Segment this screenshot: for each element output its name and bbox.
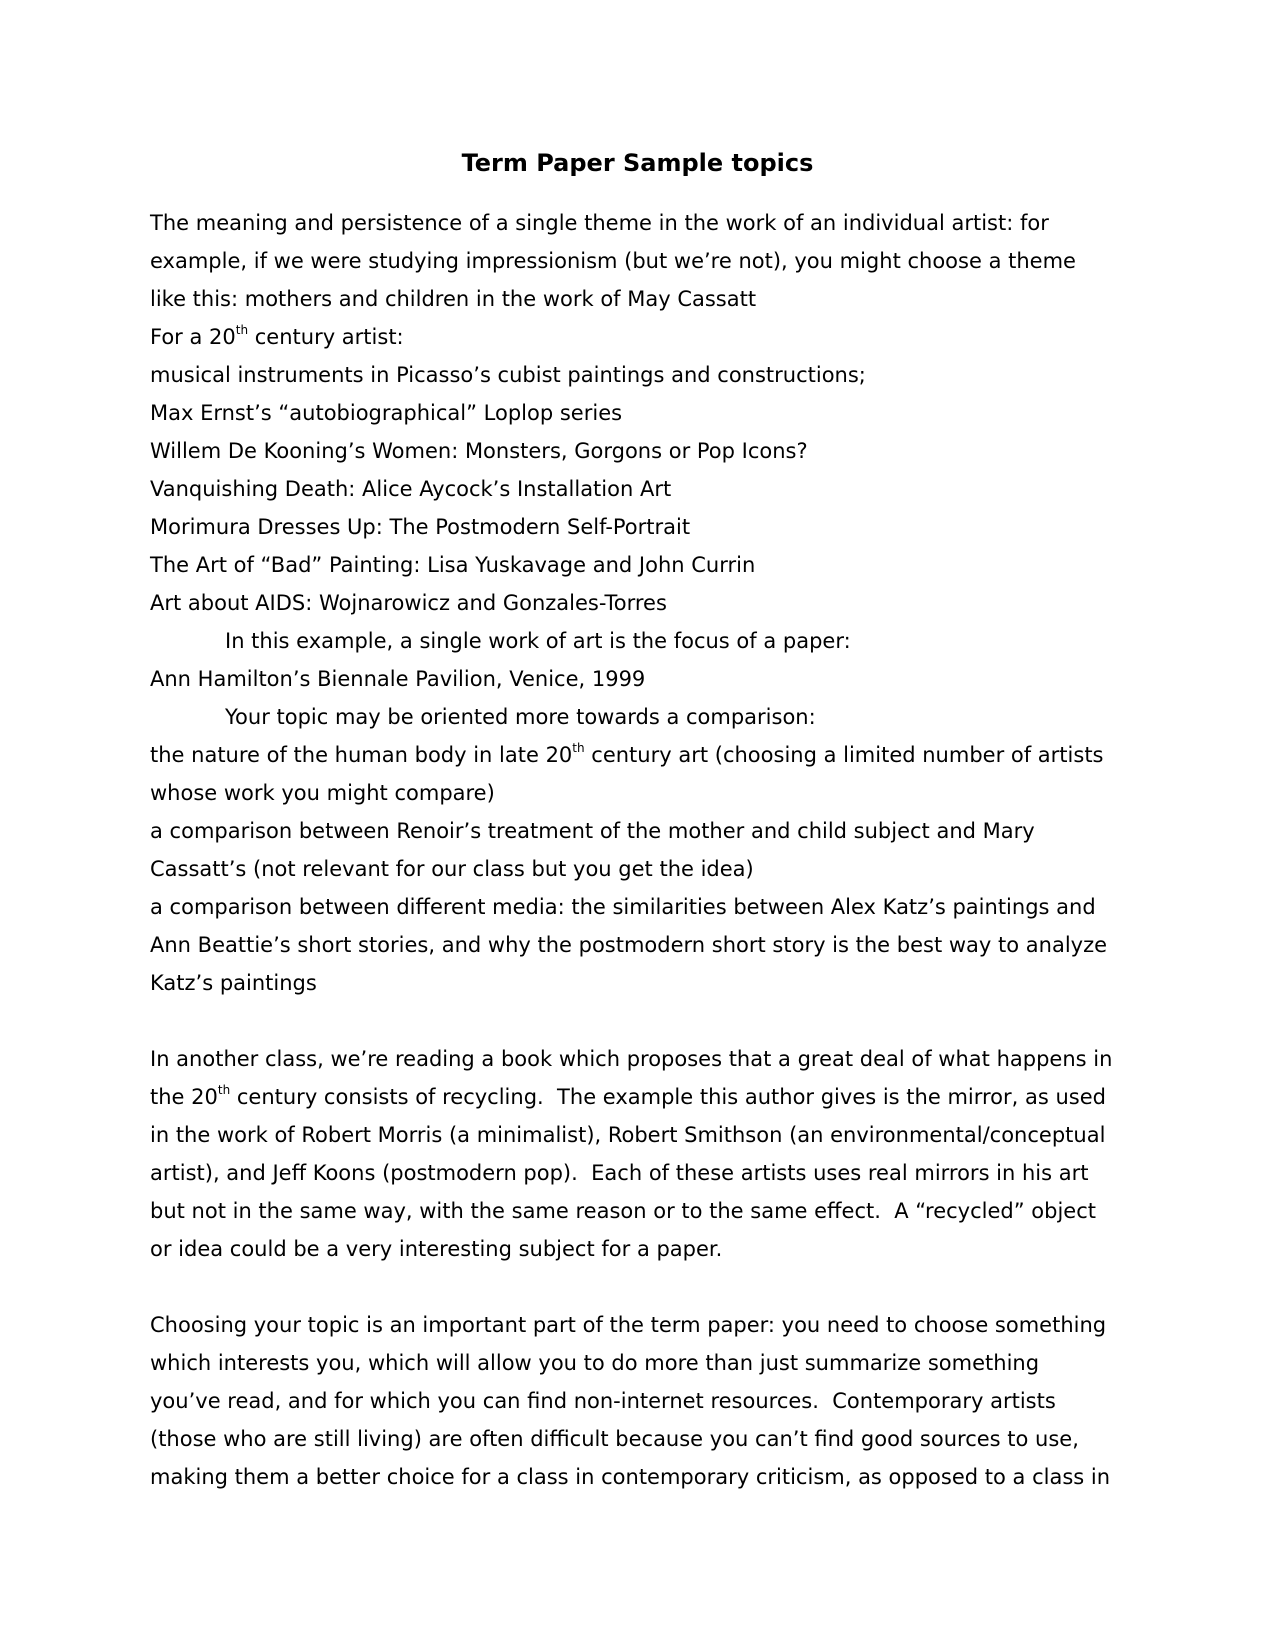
intro-line: example, if we were studying impressionism (but we’re not), you might choose a theme xyxy=(150,249,1076,273)
single-work-example: Ann Hamilton’s Biennale Pavilion, Venice, 1999 xyxy=(150,667,646,691)
comparison-intro: Your topic may be oriented more towards a comparison: xyxy=(225,705,816,729)
choosing-line: Choosing your topic is an important part of the term paper: you need to choose something xyxy=(150,1313,1107,1337)
topic-item: Morimura Dresses Up: The Postmodern Self-Portrait xyxy=(150,515,691,539)
century-heading-post: century artist: xyxy=(248,325,404,349)
choosing-line: which interests you, which will allow you to do more than just summarize something xyxy=(150,1351,1040,1375)
comparison-media-line: a comparison between different media: the similarities between Alex Katz’s paintings and xyxy=(150,895,1096,919)
paragraph-spacer xyxy=(150,1002,1150,1040)
recycling-post: century consists of recycling. The example this author gives is the mirror, as used xyxy=(230,1085,1106,1109)
comparison-body-line: whose work you might compare) xyxy=(150,781,495,805)
topic-item: musical instruments in Picasso’s cubist paintings and constructions; xyxy=(150,363,866,387)
recycling-line: but not in the same way, with the same reason or to the same effect. A “recycled” object xyxy=(150,1199,1096,1223)
century-heading-sup: th xyxy=(235,323,249,337)
century-heading xyxy=(150,318,1150,356)
comparison-body-pre: the nature of the human body in late 20 xyxy=(150,743,573,767)
choosing-line: you’ve read, and for which you can find non-internet resources. Contemporary artists xyxy=(150,1389,1056,1413)
comparison-media-line: Ann Beattie’s short stories, and why the postmodern short story is the best way to analyze xyxy=(150,933,1108,957)
topic-item: The Art of “Bad” Painting: Lisa Yuskavage and John Currin xyxy=(150,553,756,577)
page-title: Term Paper Sample topics xyxy=(461,149,814,177)
choosing-line: making them a better choice for a class in contemporary criticism, as opposed to a class in xyxy=(150,1465,1111,1489)
recycling-line: in the work of Robert Morris (a minimalist), Robert Smithson (an environmental/conceptual xyxy=(150,1123,1106,1147)
choosing-line: (those who are still living) are often difficult because you can’t find good sources to use, xyxy=(150,1427,1079,1451)
topic-item: Willem De Kooning’s Women: Monsters, Gorgons or Pop Icons? xyxy=(150,439,808,463)
single-work-intro: In this example, a single work of art is the focus of a paper: xyxy=(225,629,851,653)
comparison-body-post: century art (choosing a limited number of artists xyxy=(584,743,1104,767)
comparison-body-sup: th xyxy=(572,741,585,755)
intro-line: like this: mothers and children in the work of May Cassatt xyxy=(150,287,757,311)
topic-item: Vanquishing Death: Alice Aycock’s Installation Art xyxy=(150,477,672,501)
recycling-pre: the 20 xyxy=(150,1085,218,1109)
comparison-renoir-line: a comparison between Renoir’s treatment of the mother and child subject and Mary xyxy=(150,819,1035,843)
topic-item: Art about AIDS: Wojnarowicz and Gonzales-Torres xyxy=(150,591,667,615)
intro-line: The meaning and persistence of a single theme in the work of an individual artist: for xyxy=(150,211,1049,235)
recycling-line xyxy=(150,1078,1150,1116)
recycling-line: artist), and Jeff Koons (postmodern pop). Each of these artists uses real mirrors in his art xyxy=(150,1161,1089,1185)
comparison-renoir-line: Cassatt’s (not relevant for our class but you get the idea) xyxy=(150,857,754,881)
recycling-sup: th xyxy=(217,1083,231,1097)
comparison-body-line xyxy=(150,736,1150,774)
recycling-line: In another class, we’re reading a book which proposes that a great deal of what happens in xyxy=(150,1047,1113,1071)
document-body xyxy=(150,204,1150,1496)
century-heading-pre: For a 20 xyxy=(150,325,236,349)
paragraph-spacer xyxy=(150,1268,1150,1306)
recycling-line: or idea could be a very interesting subject for a paper. xyxy=(150,1237,723,1261)
comparison-media-line: Katz’s paintings xyxy=(150,971,317,995)
topic-item: Max Ernst’s “autobiographical” Loplop series xyxy=(150,401,623,425)
